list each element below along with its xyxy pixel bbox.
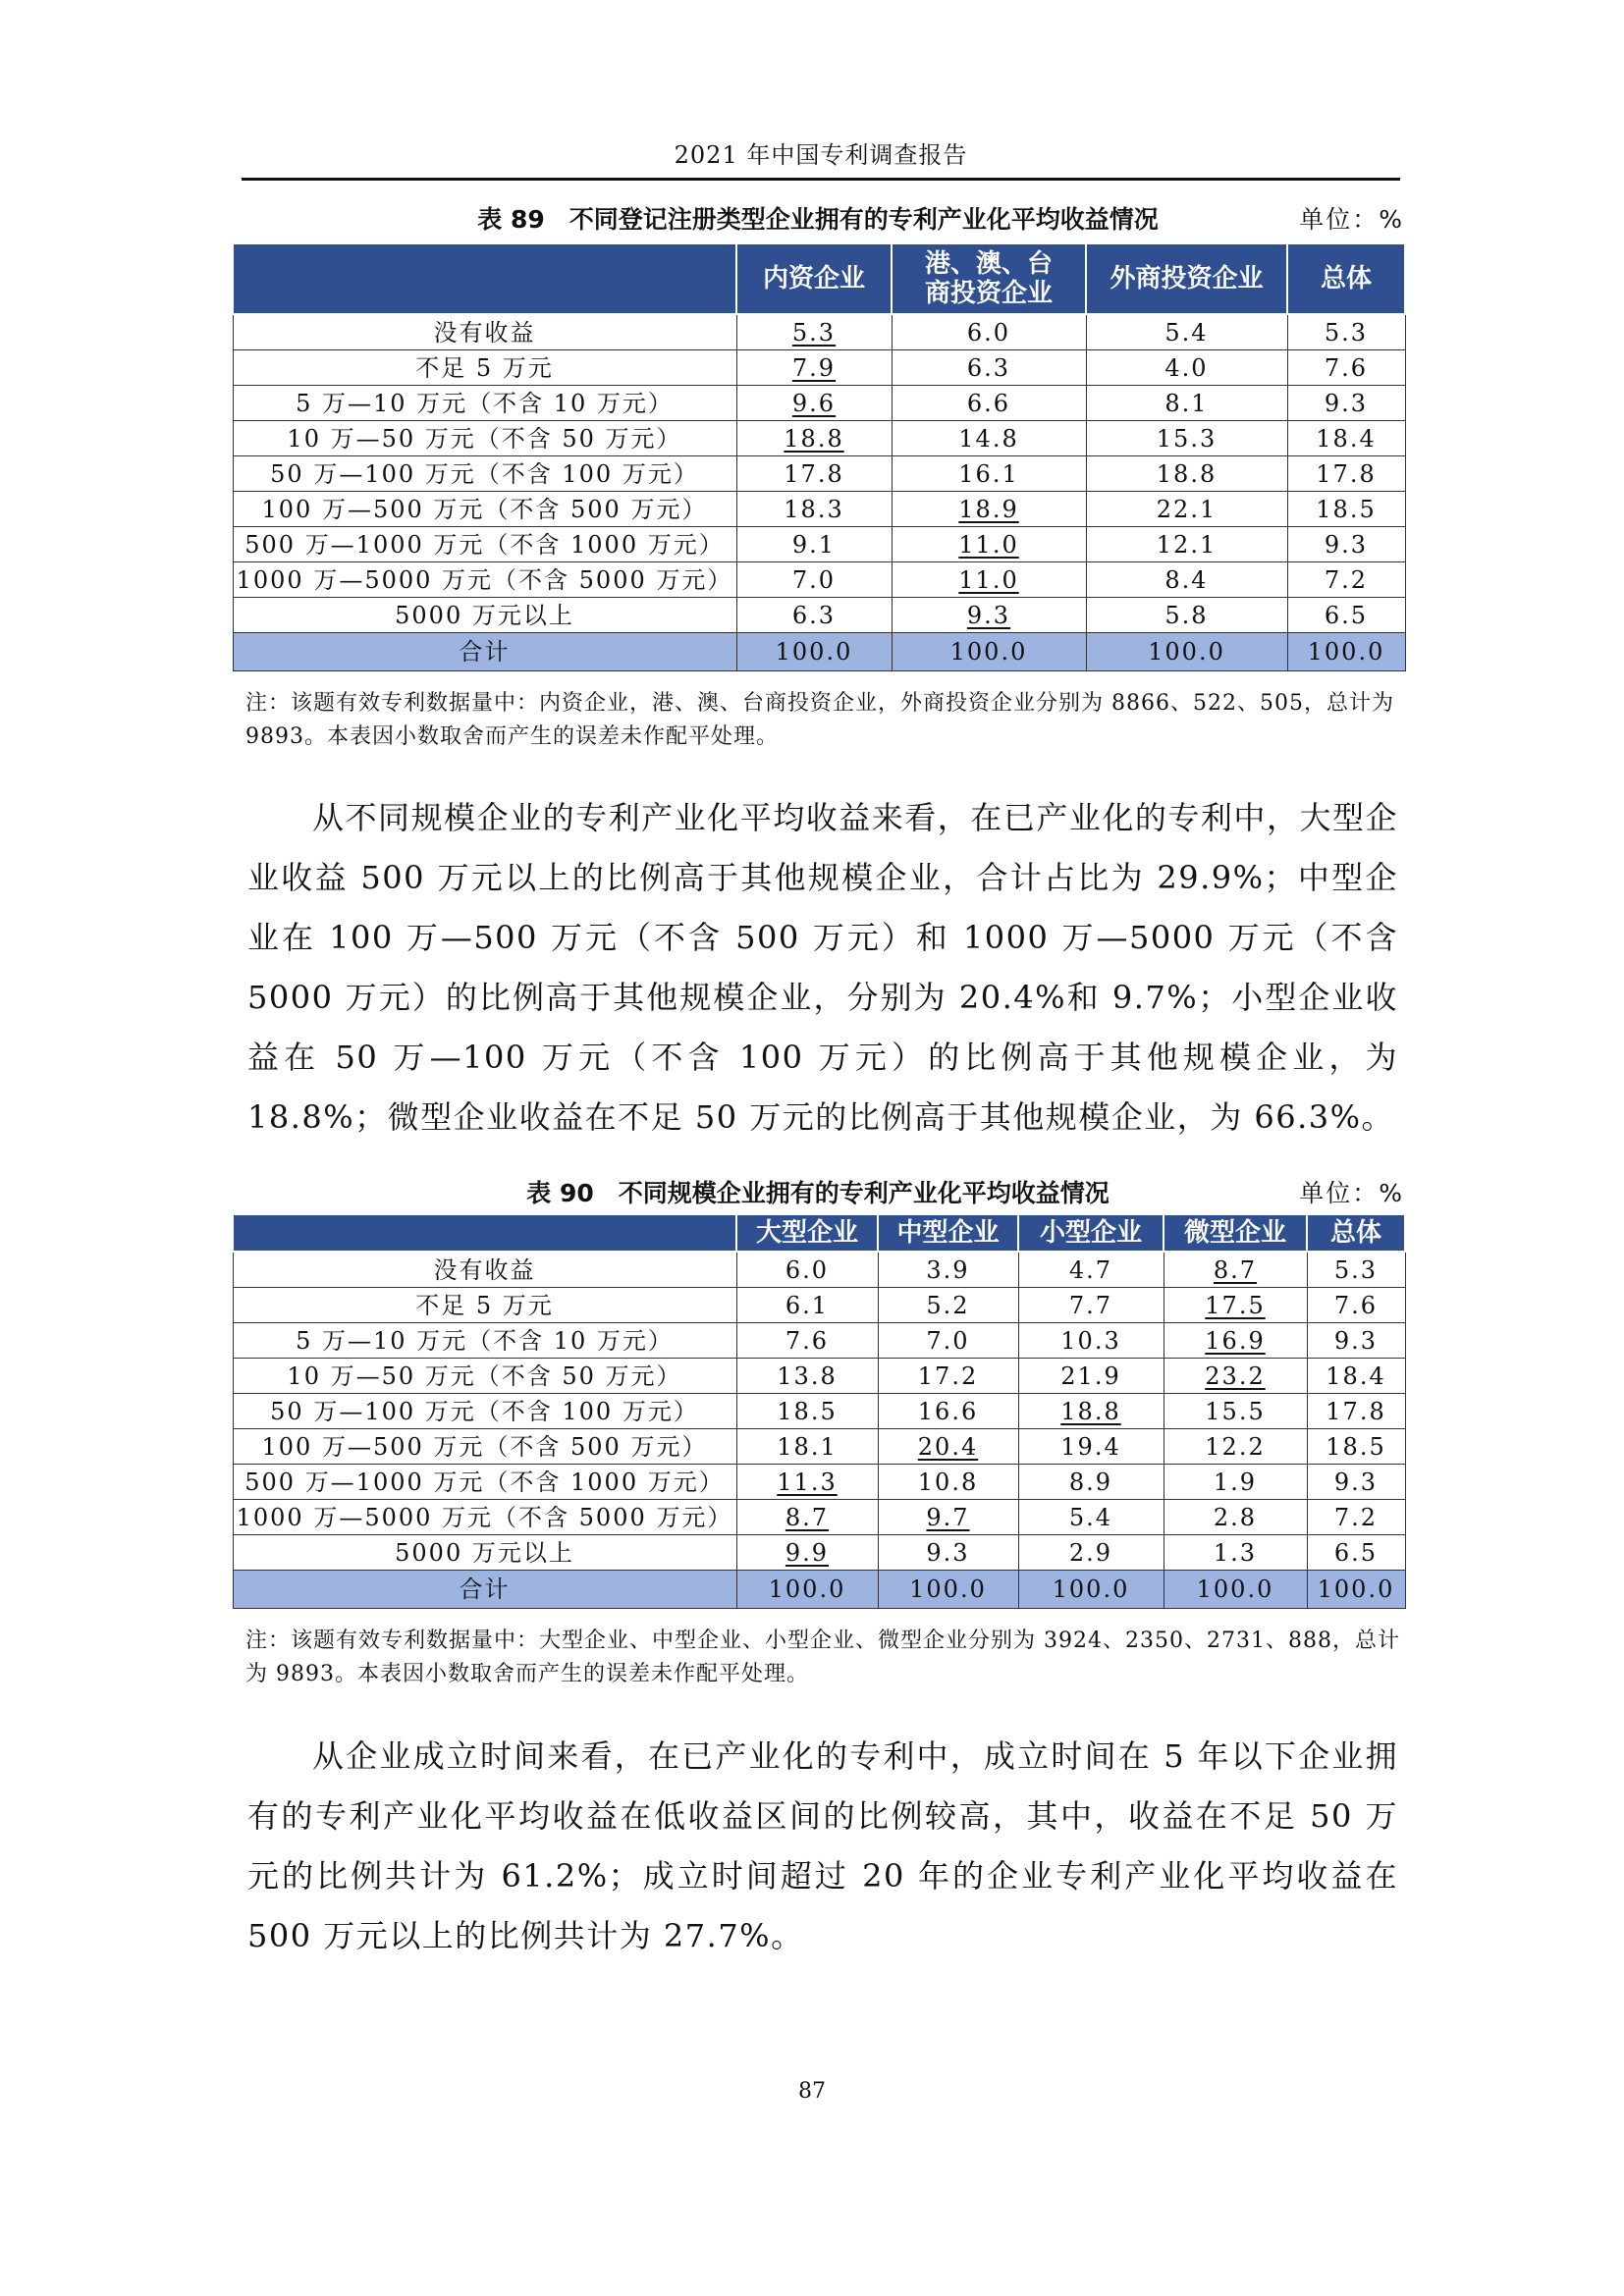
table-cell	[1086, 562, 1287, 598]
table-cell	[736, 1535, 878, 1571]
table-row	[233, 386, 1405, 421]
cell-value: 6.5	[1324, 601, 1369, 629]
table-cell	[878, 1252, 1018, 1288]
table90-header-medium: 中型企业	[878, 1214, 1018, 1252]
table-row	[233, 1323, 1405, 1359]
row-label: 1000 万—5000 万元（不含 5000 万元）	[233, 562, 736, 598]
row-label: 100 万—500 万元（不含 500 万元）	[233, 1429, 736, 1465]
table-row	[233, 1359, 1405, 1394]
cell-value: 18.3	[784, 495, 844, 523]
table-cell	[1307, 1500, 1405, 1535]
table-row	[233, 1500, 1405, 1535]
table90-caption: 表 90 不同规模企业拥有的专利产业化平均收益情况	[526, 1179, 1110, 1207]
table90-caption-row	[232, 1174, 1404, 1213]
cell-value: 15.3	[1156, 424, 1218, 453]
cell-value: 100.0	[1307, 638, 1385, 666]
table89	[232, 242, 1406, 671]
table90-header-small: 小型企业	[1018, 1214, 1164, 1252]
table89-header-total: 总体	[1287, 243, 1405, 314]
table-cell	[1287, 314, 1405, 350]
cell-value: 100.0	[768, 1575, 846, 1603]
cell-value: 7.9	[791, 353, 837, 382]
table90-note: 注：该题有效专利数据量中：大型企业、中型企业、小型企业、微型企业分别为 3924、2350、2731、888，总计为 9893。本表因小数取舍而产生的误差未作配平处理。	[245, 1629, 1400, 1686]
cell-value: 12.2	[1205, 1432, 1266, 1461]
cell-value: 3.9	[926, 1255, 970, 1284]
table-cell	[1164, 1323, 1307, 1359]
table-cell	[1018, 1252, 1164, 1288]
cell-value: 5.2	[926, 1291, 970, 1319]
cell-value: 9.9	[785, 1538, 830, 1567]
table89-caption-row	[232, 200, 1404, 240]
paragraph-2: 从企业成立时间来看，在已产业化的专利中，成立时间在 5 年以下企业拥有的专利产业化平均收益在低收益区间的比例较高，其中，收益在不足 50 万元的比例共计为 61.2%；成立时间超过 20 年的企业专利产业化平均收益在 500 万元以上的比例共计为 27.7%。	[247, 1737, 1398, 1954]
table90-unit: 单位：%	[1299, 1179, 1404, 1207]
cell-value: 5.3	[1324, 318, 1369, 347]
cell-value: 10.8	[917, 1468, 979, 1496]
cell-value: 7.6	[1333, 1291, 1379, 1319]
table-cell	[736, 1465, 878, 1500]
table-row	[233, 1252, 1405, 1288]
table-cell	[736, 633, 892, 671]
table89-unit: 单位：%	[1299, 205, 1404, 234]
row-label: 5000 万元以上	[233, 1535, 736, 1571]
table89-header-foreign: 外商投资企业	[1086, 243, 1287, 314]
cell-value: 8.9	[1068, 1468, 1113, 1496]
cell-value: 11.3	[777, 1468, 838, 1496]
cell-value: 10.3	[1060, 1326, 1121, 1355]
cell-value: 19.4	[1060, 1432, 1121, 1461]
table-cell	[736, 527, 892, 562]
cell-value: 7.6	[1324, 353, 1369, 382]
table-cell	[1164, 1429, 1307, 1465]
table-row	[233, 421, 1405, 456]
table-row	[233, 1465, 1405, 1500]
table-cell	[736, 1359, 878, 1394]
cell-value: 7.2	[1324, 565, 1369, 594]
table-cell	[736, 492, 892, 527]
table90	[232, 1213, 1406, 1609]
table-cell	[1018, 1535, 1164, 1571]
row-label: 50 万—100 万元（不含 100 万元）	[233, 1394, 736, 1429]
table-cell	[736, 1252, 878, 1288]
table-cell	[892, 421, 1086, 456]
cell-value: 4.0	[1164, 353, 1209, 382]
table-cell	[1086, 421, 1287, 456]
cell-value: 17.8	[784, 459, 844, 488]
cell-value: 9.3	[926, 1538, 970, 1567]
cell-value: 13.8	[777, 1362, 838, 1390]
row-label: 没有收益	[233, 1252, 736, 1288]
row-label: 1000 万—5000 万元（不含 5000 万元）	[233, 1500, 736, 1535]
table-row	[233, 350, 1405, 386]
cell-value: 18.8	[784, 424, 844, 453]
cell-value: 18.4	[1316, 424, 1377, 453]
cell-value: 1.9	[1213, 1468, 1258, 1496]
page-number: 87	[798, 2079, 826, 2104]
row-label: 5 万—10 万元（不含 10 万元）	[233, 386, 736, 421]
cell-value: 100.0	[909, 1575, 987, 1603]
table-cell	[1164, 1535, 1307, 1571]
table-cell	[1287, 386, 1405, 421]
row-label: 500 万—1000 万元（不含 1000 万元）	[233, 1465, 736, 1500]
table90-header-micro: 微型企业	[1164, 1214, 1307, 1252]
cell-value: 9.3	[1324, 389, 1369, 417]
table89-note: 注：该题有效专利数据量中：内资企业，港、澳、台商投资企业，外商投资企业分别为 8866、522、505，总计为 9893。本表因小数取舍而产生的误差未作配平处理。	[245, 691, 1394, 749]
table-cell	[892, 456, 1086, 492]
row-label: 100 万—500 万元（不含 500 万元）	[233, 492, 736, 527]
cell-value: 6.1	[785, 1291, 830, 1319]
cell-value: 5.3	[791, 318, 837, 347]
table-cell	[736, 314, 892, 350]
table-cell	[878, 1571, 1018, 1609]
table-cell	[736, 456, 892, 492]
table-row	[233, 492, 1405, 527]
table-cell	[736, 350, 892, 386]
table-cell	[892, 598, 1086, 633]
table-cell	[1018, 1323, 1164, 1359]
table-row	[233, 456, 1405, 492]
cell-value: 9.7	[926, 1503, 970, 1531]
table-cell	[1307, 1252, 1405, 1288]
table-cell	[892, 562, 1086, 598]
cell-value: 18.5	[1326, 1432, 1386, 1461]
table-cell	[1086, 492, 1287, 527]
table-cell	[1287, 350, 1405, 386]
cell-value: 9.1	[791, 530, 837, 559]
table-row	[233, 1394, 1405, 1429]
cell-value: 16.1	[958, 459, 1019, 488]
cell-value: 6.0	[785, 1255, 830, 1284]
paragraph-1: 从不同规模企业的专利产业化平均收益来看，在已产业化的专利中，大型企业收益 500 万元以上的比例高于其他规模企业，合计占比为 29.9%；中型企业在 100 万—500 万元（不含 500 万元）和 1000 万—5000 万元（不含 5000 万元）的比例高于其他规模企业，分别为 20.4%和 9.7%；小型企业收益在 50 万—100 万元（不含 100 万元）的比例高于其他规模企业，为 18.8%；微型企业收益在不足 50 万元的比例高于其他规模企业，为 66.3%。	[247, 799, 1398, 1136]
table-cell	[1287, 492, 1405, 527]
cell-value: 5.3	[1333, 1255, 1379, 1284]
table-cell	[892, 492, 1086, 527]
table-cell	[1307, 1465, 1405, 1500]
table-cell	[1307, 1535, 1405, 1571]
table-cell	[736, 562, 892, 598]
table-cell	[1018, 1394, 1164, 1429]
cell-value: 16.9	[1205, 1326, 1266, 1355]
table-cell	[878, 1359, 1018, 1394]
cell-value: 6.3	[966, 353, 1011, 382]
table-cell	[736, 1429, 878, 1465]
cell-value: 100.0	[775, 638, 853, 666]
cell-value: 8.4	[1164, 565, 1209, 594]
cell-value: 15.5	[1205, 1397, 1266, 1425]
table-cell	[1287, 421, 1405, 456]
table-cell	[878, 1288, 1018, 1323]
table-cell	[1086, 456, 1287, 492]
cell-value: 9.3	[1333, 1326, 1379, 1355]
cell-value: 9.3	[1333, 1468, 1379, 1496]
row-label: 不足 5 万元	[233, 1288, 736, 1323]
table-cell	[1164, 1500, 1307, 1535]
cell-value: 6.5	[1333, 1538, 1379, 1567]
cell-value: 5.4	[1164, 318, 1209, 347]
cell-value: 17.5	[1205, 1291, 1266, 1319]
table-cell	[1018, 1429, 1164, 1465]
cell-value: 9.3	[1324, 530, 1369, 559]
table-cell	[1307, 1288, 1405, 1323]
cell-value: 8.1	[1164, 389, 1209, 417]
cell-value: 7.7	[1068, 1291, 1113, 1319]
cell-value: 22.1	[1156, 495, 1218, 523]
table-cell	[1086, 314, 1287, 350]
cell-value: 18.1	[777, 1432, 838, 1461]
cell-value: 11.0	[958, 530, 1019, 559]
table-cell	[1164, 1465, 1307, 1500]
cell-value: 100.0	[949, 638, 1028, 666]
table-cell	[1287, 562, 1405, 598]
table-cell	[1307, 1323, 1405, 1359]
row-label: 不足 5 万元	[233, 350, 736, 386]
cell-value: 6.6	[966, 389, 1011, 417]
cell-value: 100.0	[1052, 1575, 1130, 1603]
table-cell	[1307, 1359, 1405, 1394]
cell-value: 16.6	[917, 1397, 979, 1425]
cell-value: 7.0	[791, 565, 837, 594]
table-cell	[736, 1394, 878, 1429]
cell-value: 8.7	[785, 1503, 830, 1531]
table-cell	[1307, 1429, 1405, 1465]
cell-value: 18.5	[1316, 495, 1377, 523]
table-cell	[1018, 1571, 1164, 1609]
table90-header-blank	[233, 1214, 736, 1252]
header-rule	[242, 178, 1400, 181]
cell-value: 2.8	[1213, 1503, 1258, 1531]
cell-value: 21.9	[1060, 1362, 1121, 1390]
table89-header-hmt: 港、澳、台 商投资企业	[892, 243, 1086, 314]
table90-header-total: 总体	[1307, 1214, 1405, 1252]
cell-value: 14.8	[958, 424, 1019, 453]
cell-value: 12.1	[1156, 530, 1218, 559]
cell-value: 2.9	[1068, 1538, 1113, 1567]
table-row	[233, 1288, 1405, 1323]
table-cell	[1086, 633, 1287, 671]
table-cell	[1086, 350, 1287, 386]
cell-value: 18.8	[1156, 459, 1218, 488]
table-cell	[736, 1500, 878, 1535]
table-cell	[1018, 1288, 1164, 1323]
table-cell	[878, 1429, 1018, 1465]
table-cell	[1287, 527, 1405, 562]
table89-caption: 表 89 不同登记注册类型企业拥有的专利产业化平均收益情况	[477, 205, 1159, 234]
table-cell	[892, 527, 1086, 562]
cell-value: 8.7	[1213, 1255, 1258, 1284]
cell-value: 11.0	[958, 565, 1019, 594]
table-cell	[1164, 1571, 1307, 1609]
table-total-row	[233, 1571, 1405, 1609]
table-cell	[736, 1323, 878, 1359]
row-label: 没有收益	[233, 314, 736, 350]
table89-header-blank	[233, 243, 736, 314]
cell-value: 100.0	[1148, 638, 1225, 666]
table-row	[233, 1535, 1405, 1571]
cell-value: 1.3	[1213, 1538, 1258, 1567]
table-cell	[1287, 598, 1405, 633]
table-cell	[1086, 386, 1287, 421]
cell-value: 7.0	[926, 1326, 970, 1355]
table-cell	[892, 314, 1086, 350]
row-label: 5 万—10 万元（不含 10 万元）	[233, 1323, 736, 1359]
row-label: 5000 万元以上	[233, 598, 736, 633]
cell-value: 18.9	[958, 495, 1019, 523]
table-cell	[1086, 527, 1287, 562]
cell-value: 100.0	[1317, 1575, 1395, 1603]
table-row	[233, 314, 1405, 350]
row-label: 合计	[233, 1571, 736, 1609]
table-cell	[878, 1394, 1018, 1429]
row-label: 合计	[233, 633, 736, 671]
table-row	[233, 598, 1405, 633]
cell-value: 17.8	[1316, 459, 1377, 488]
table90-header-row	[233, 1214, 1405, 1252]
cell-value: 17.2	[917, 1362, 979, 1390]
row-label: 10 万—50 万元（不含 50 万元）	[233, 421, 736, 456]
cell-value: 7.6	[785, 1326, 830, 1355]
table-cell	[878, 1535, 1018, 1571]
table-cell	[1164, 1288, 1307, 1323]
table-cell	[878, 1323, 1018, 1359]
cell-value: 4.7	[1068, 1255, 1113, 1284]
table-cell	[1307, 1571, 1405, 1609]
cell-value: 6.0	[966, 318, 1011, 347]
table90-header-large: 大型企业	[736, 1214, 878, 1252]
row-label: 50 万—100 万元（不含 100 万元）	[233, 456, 736, 492]
cell-value: 9.6	[791, 389, 837, 417]
table-cell	[1307, 1394, 1405, 1429]
table-cell	[892, 350, 1086, 386]
cell-value: 5.8	[1164, 601, 1209, 629]
table-cell	[1164, 1252, 1307, 1288]
table-row	[233, 562, 1405, 598]
row-label: 10 万—50 万元（不含 50 万元）	[233, 1359, 736, 1394]
cell-value: 7.2	[1333, 1503, 1379, 1531]
cell-value: 100.0	[1196, 1575, 1274, 1603]
cell-value: 17.8	[1326, 1397, 1386, 1425]
table-cell	[878, 1500, 1018, 1535]
table89-header-row	[233, 243, 1405, 314]
table-cell	[736, 1288, 878, 1323]
table-cell	[736, 598, 892, 633]
table-cell	[1164, 1394, 1307, 1429]
cell-value: 9.3	[966, 601, 1011, 629]
table-cell	[736, 386, 892, 421]
table-cell	[878, 1465, 1018, 1500]
table-cell	[1018, 1359, 1164, 1394]
cell-value: 5.4	[1068, 1503, 1113, 1531]
row-label: 500 万—1000 万元（不含 1000 万元）	[233, 527, 736, 562]
cell-value: 18.4	[1326, 1362, 1386, 1390]
table-cell	[736, 1571, 878, 1609]
table-cell	[1086, 598, 1287, 633]
table89-body	[233, 314, 1405, 671]
table-cell	[892, 633, 1086, 671]
table-row	[233, 527, 1405, 562]
cell-value: 6.3	[791, 601, 837, 629]
cell-value: 18.5	[777, 1397, 838, 1425]
table-row	[233, 1429, 1405, 1465]
table-cell	[1018, 1500, 1164, 1535]
table89-header-domestic: 内资企业	[736, 243, 892, 314]
cell-value: 20.4	[917, 1432, 979, 1461]
cell-value: 23.2	[1205, 1362, 1266, 1390]
table-cell	[1287, 456, 1405, 492]
table-cell	[1164, 1359, 1307, 1394]
table-cell	[1287, 633, 1405, 671]
table90-body	[233, 1252, 1405, 1609]
table-cell	[892, 386, 1086, 421]
cell-value: 18.8	[1060, 1397, 1121, 1425]
table-cell	[736, 421, 892, 456]
table-total-row	[233, 633, 1405, 671]
running-header: 2021 年中国专利调查报告	[674, 141, 968, 169]
table-cell	[1018, 1465, 1164, 1500]
